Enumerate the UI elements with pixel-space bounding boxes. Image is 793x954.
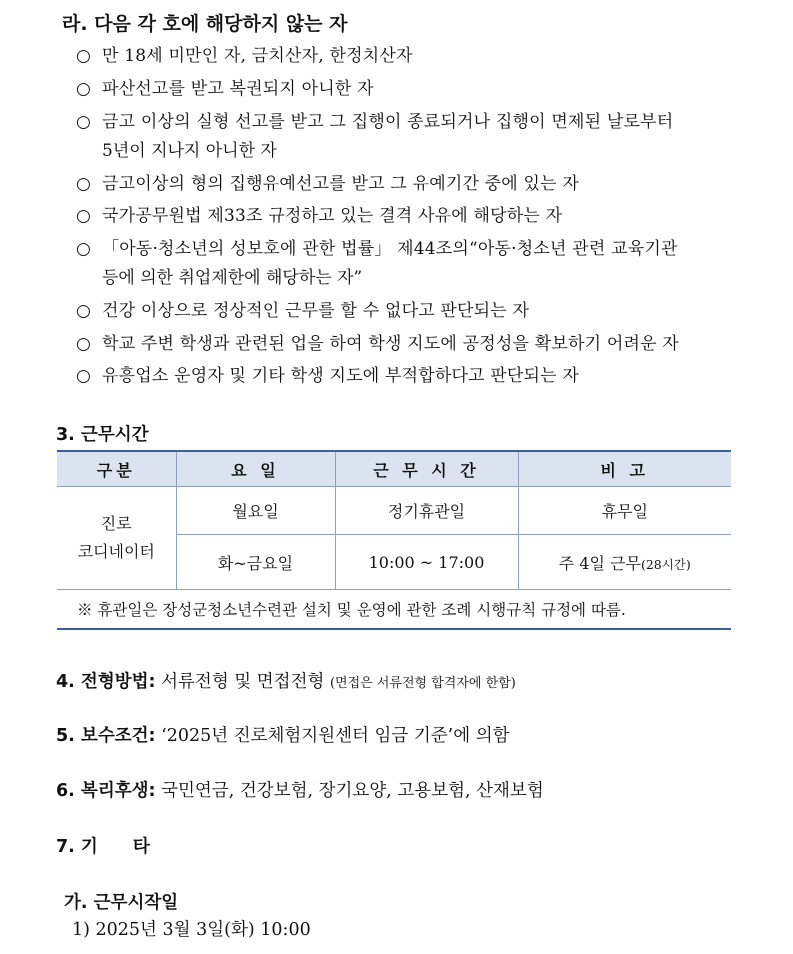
day-cell: 월요일 bbox=[176, 487, 335, 535]
list-item-continuation: 5년이 지나지 아니한 자 bbox=[102, 141, 277, 161]
list-item-continuation: 등에 의한 취업제한에 해당하는 자” bbox=[102, 268, 363, 288]
table-header-row bbox=[57, 451, 731, 487]
work-hours-table bbox=[57, 450, 731, 630]
section-5-value: ‘2025년 진로체험지원센터 임금 기준’에 의함 bbox=[161, 726, 510, 746]
time-cell: 10:00 ~ 17:00 bbox=[335, 535, 518, 590]
section-3-title: 3. 근무시간 bbox=[56, 425, 149, 445]
column-header: 구분 bbox=[57, 451, 176, 487]
section-4-note: (면접은 서류전형 합격자에 한함) bbox=[329, 676, 516, 691]
section-5-label: 5. 보수조건: bbox=[56, 726, 156, 746]
list-item: ○ 금고 이상의 실형 선고를 받고 그 집행이 종료되거나 집행이 면제된 날로부터 bbox=[76, 112, 674, 132]
table-footnote: ※ 휴관일은 장성군청소년수련관 설치 및 운영에 관한 조례 시행규칙 규정에 따름. bbox=[57, 590, 731, 630]
section-6-label: 6. 복리후생: bbox=[56, 781, 156, 801]
section-7-title: 7. 기 타 bbox=[56, 837, 150, 857]
section-6-value: 국민연금, 건강보험, 장기요양, 고용보험, 산재보험 bbox=[161, 781, 544, 801]
bullet-icon: ○ bbox=[76, 79, 92, 99]
list-item: ○ 학교 주변 학생과 관련된 업을 하여 학생 지도에 공정성을 확보하기 어려운 자 bbox=[76, 334, 679, 354]
note-cell: 휴무일 bbox=[518, 487, 731, 535]
section-4-value: 서류전형 및 면접전형 bbox=[161, 672, 325, 692]
column-header: 비 고 bbox=[518, 451, 731, 487]
note-cell: 주 4일 근무(28시간) bbox=[518, 535, 731, 590]
section-7-sub-heading: 가. 근무시작일 bbox=[64, 893, 179, 913]
bullet-icon: ○ bbox=[76, 301, 92, 321]
bullet-icon: ○ bbox=[76, 334, 92, 354]
column-header: 요 일 bbox=[176, 451, 335, 487]
bullet-icon: ○ bbox=[76, 46, 92, 66]
list-item: ○ 「아동·청소년의 성보호에 관한 법률」 제44조의“아동·청소년 관련 교육기관 bbox=[76, 239, 678, 259]
time-cell: 정기휴관일 bbox=[335, 487, 518, 535]
list-item: ○ 국가공무원법 제33조 규정하고 있는 결격 사유에 해당하는 자 bbox=[76, 206, 563, 226]
bullet-icon: ○ bbox=[76, 206, 92, 226]
table-row bbox=[57, 487, 731, 535]
section-6 bbox=[56, 777, 544, 802]
section-4-label: 4. 전형방법: bbox=[56, 672, 156, 692]
bullet-icon: ○ bbox=[76, 174, 92, 194]
list-item: ○ 금고이상의 형의 집행유예선고를 받고 그 유예기간 중에 있는 자 bbox=[76, 174, 580, 194]
table-footnote-row bbox=[57, 590, 731, 630]
list-item: ○ 파산선고를 받고 복권되지 아니한 자 bbox=[76, 79, 374, 99]
section-7-sub-item: 1) 2025년 3월 3일(화) 10:00 bbox=[72, 920, 311, 940]
section-5 bbox=[56, 722, 510, 747]
list-item: ○ 만 18세 미만인 자, 금치산자, 한정치산자 bbox=[76, 46, 413, 66]
list-item: ○ 유흥업소 운영자 및 기타 학생 지도에 부적합하다고 판단되는 자 bbox=[76, 366, 580, 386]
section-ra-heading: 라. 다음 각 호에 해당하지 않는 자 bbox=[62, 13, 348, 35]
bullet-icon: ○ bbox=[76, 366, 92, 386]
day-cell: 화~금요일 bbox=[176, 535, 335, 590]
bullet-icon: ○ bbox=[76, 239, 92, 259]
column-header: 근 무 시 간 bbox=[335, 451, 518, 487]
bullet-icon: ○ bbox=[76, 112, 92, 132]
category-cell: 진로 코디네이터 bbox=[57, 487, 176, 590]
section-4 bbox=[56, 668, 516, 693]
list-item: ○ 건강 이상으로 정상적인 근무를 할 수 없다고 판단되는 자 bbox=[76, 301, 530, 321]
